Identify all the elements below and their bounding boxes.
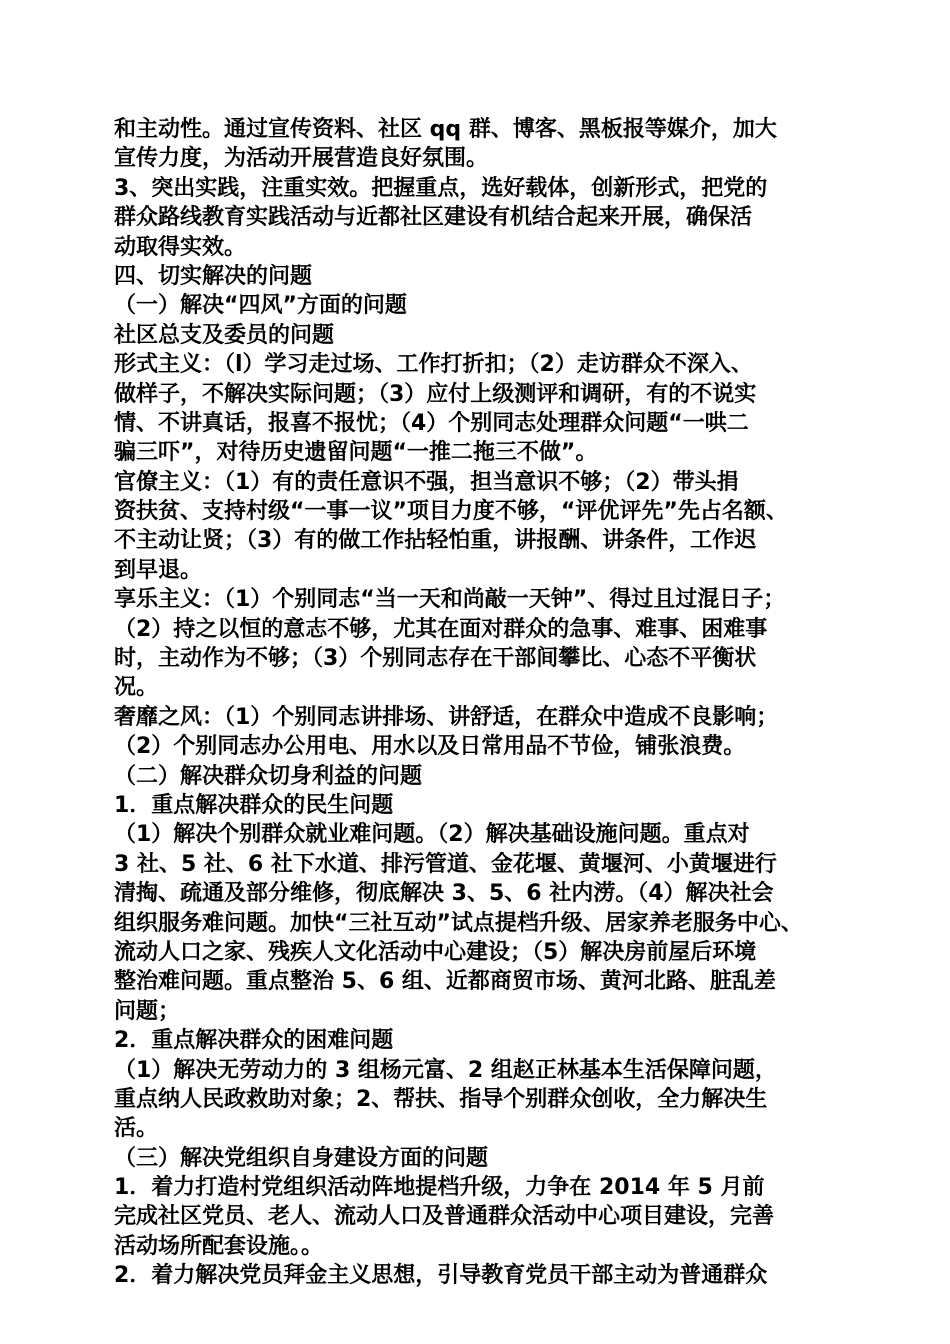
text-line: 时，主动作为不够；（3）个别同志存在干部间攀比、心态不平衡状 — [114, 646, 757, 672]
subsection-heading: （二）解决群众切身利益的问题 — [114, 763, 423, 789]
text-line: 到早退。 — [114, 557, 203, 583]
text-line: 3、突出实践，注重实效。把握重点，选好载体，创新形式，把党的 — [114, 175, 768, 201]
document-body — [114, 115, 854, 1291]
text-line: 活。 — [114, 1116, 159, 1142]
text-line: 重点纳人民政救助对象；2、帮扶、指导个别群众创收，全力解决生 — [114, 1086, 768, 1112]
text-line: 不主动让贤；（3）有的做工作拈轻怕重，讲报酬、讲条件，工作迟 — [114, 528, 757, 554]
text-line: 3 社、5 社、6 社下水道、排污管道、金花堰、黄堰河、小黄堰进行 — [114, 851, 777, 877]
text-line: 动取得实效。 — [114, 234, 247, 260]
text-line: 清掏、疏通及部分维修，彻底解决 3、5、6 社内涝。（4）解决社会 — [114, 881, 774, 907]
text-line: 2．着力解决党员拜金主义思想，引导教育党员干部主动为普通群众 — [114, 1263, 768, 1289]
text-line: 骗三吓”，对待历史遗留问题“一推二拖三不做”。 — [114, 440, 598, 466]
text-line: 群众路线教育实践活动与近都社区建设有机结合起来开展，确保活 — [114, 205, 753, 231]
text-line: 完成社区党员、老人、流动人口及普通群众活动中心项目建设，完善 — [114, 1204, 775, 1230]
text-line: 活动场所配套设施。。 — [114, 1233, 324, 1259]
text-line: （2）持之以恒的意志不够，尤其在面对群众的急事、难事、困难事 — [114, 616, 768, 642]
text-line: 流动人口之家、残疾人文化活动中心建设；（5）解决房前屋后环境 — [114, 939, 757, 965]
text-line: 组织服务难问题。加快“三社互动”试点提档升级、居家养老服务中心、 — [114, 910, 803, 936]
subsection-heading: （一）解决“四风”方面的问题 — [114, 293, 407, 319]
text-line: 做样子，不解决实际问题；（3）应付上级测评和调研，有的不说实 — [114, 381, 757, 407]
text-line: （2）个别同志办公用电、用水以及日常用品不节俭，铺张浪费。 — [114, 734, 746, 760]
text-line: 情、不讲真话，报喜不报忧；（4）个别同志处理群众问题“一哄二 — [114, 410, 749, 436]
text-line: 和主动性。通过宣传资料、社区 qq 群、博客、黑板报等媒介，加大 — [114, 117, 777, 142]
text-line: 奢靡之风：（1）个别同志讲排场、讲舒适，在群众中造成不良影响； — [114, 704, 779, 730]
text-line: 享乐主义：（1）个别同志“当一天和尚敲一天钟”、得过且过混日子； — [114, 587, 786, 613]
subsection-heading: （三）解决党组织自身建设方面的问题 — [114, 1145, 489, 1171]
text-line: 1．着力打造村党组织活动阵地提档升级，力争在 2014 年 5 月前 — [114, 1175, 765, 1201]
text-line: 社区总支及委员的问题 — [114, 322, 335, 348]
text-line: 1．重点解决群众的民生问题 — [114, 792, 394, 818]
text-line: 形式主义：（l）学习走过场、工作打折扣；（2）走访群众不深入、 — [114, 352, 753, 378]
text-line: （1）解决无劳动力的 3 组杨元富、2 组赵正林基本生活保障问题， — [114, 1057, 777, 1083]
text-line: 整治难问题。重点整治 5、6 组、近都商贸市场、黄河北路、脏乱差 — [114, 969, 776, 995]
text-line: 2．重点解决群众的困难问题 — [114, 1028, 394, 1054]
text-line: 资扶贫、支持村级“一事一议”项目力度不够，“评优评先”先占名额、 — [114, 499, 788, 525]
section-heading: 四、切实解决的问题 — [114, 263, 313, 289]
text-line: 官僚主义：（1）有的责任意识不强，担当意识不够；（2）带头捐 — [114, 469, 739, 495]
text-line: 宣传力度，为活动开展营造良好氛围。 — [114, 146, 489, 172]
text-line: （1）解决个别群众就业难问题。（2）解决基础设施问题。重点对 — [114, 822, 750, 848]
text-line: 问题； — [114, 998, 181, 1024]
text-line: 况。 — [114, 675, 159, 701]
